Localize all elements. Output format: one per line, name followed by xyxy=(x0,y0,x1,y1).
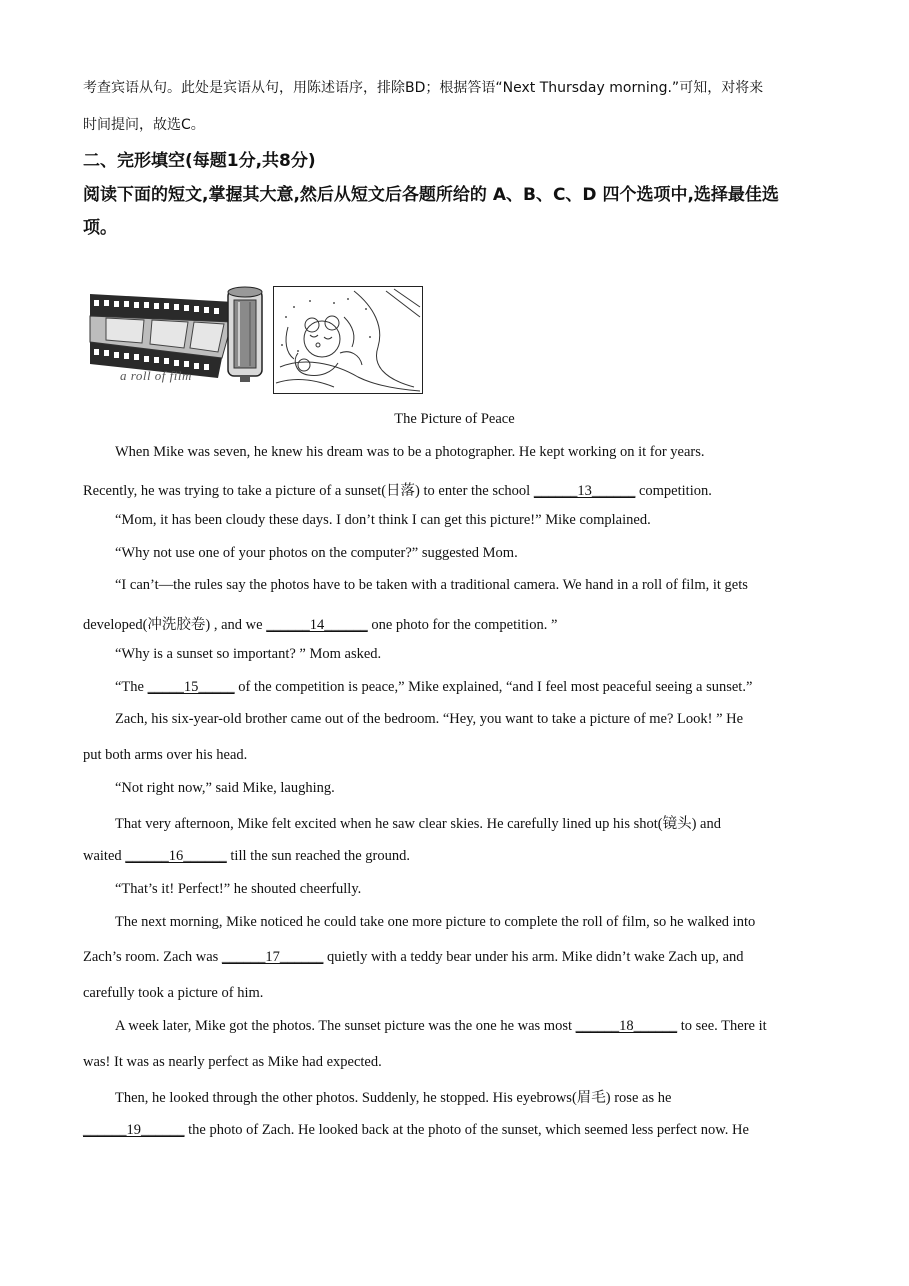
passage-text: “The xyxy=(115,679,148,695)
sleeping-child-sketch xyxy=(273,286,423,394)
blank-18: ______18______ xyxy=(575,1018,678,1034)
passage-line: When Mike was seven, he knew his dream was to be a photographer. He kept working on it for years. xyxy=(115,444,705,460)
passage-text: one photo for the competition. ” xyxy=(367,617,558,633)
film-caption: a roll of film xyxy=(120,368,192,383)
passage-line: “Not right now,” said Mike, laughing. xyxy=(115,780,335,796)
passage-line: That very afternoon, Mike felt excited when he saw clear skies. He carefully lined up his shot(镜头) and xyxy=(115,816,721,832)
passage-line: Zach, his six-year-old brother came out of the bedroom. “Hey, you want to take a picture of me? Look! ” He xyxy=(115,711,744,727)
blank-14: ______14______ xyxy=(266,617,368,633)
blank-19: ______19______ xyxy=(83,1122,185,1138)
section-instruction-line-2: 项。 xyxy=(83,218,117,238)
blank-16: ______16______ xyxy=(125,848,227,864)
passage-line: “Why is a sunset so important? ” Mom asked. xyxy=(115,646,382,662)
explanation-line-1: 考查宾语从句。此处是宾语从句，用陈述语序，排除BD；根据答语“Next Thursday morning.”可知，对将来 xyxy=(83,80,764,96)
passage-line: was! It was as nearly perfect as Mike had expected. xyxy=(83,1054,382,1070)
passage-line xyxy=(83,949,744,966)
film-roll-illustration xyxy=(84,280,270,392)
blank-17: ______17______ xyxy=(221,949,324,965)
passage-text: of the competition is peace,” Mike explained, “and I feel most peaceful seeing a sunset.” xyxy=(234,679,753,695)
blank-15: _____15_____ xyxy=(147,679,235,695)
passage-line xyxy=(115,1018,767,1035)
passage-line: The next morning, Mike noticed he could take one more picture to complete the roll of film, so he walked into xyxy=(115,914,756,930)
passage-line: “That’s it! Perfect!” he shouted cheerfully. xyxy=(115,881,362,897)
passage-text: the photo of Zach. He looked back at the photo of the sunset, which seemed less perfect now. He xyxy=(184,1122,749,1138)
passage-text: developed(冲洗胶卷) , and we xyxy=(83,617,267,633)
passage-text: till the sun reached the ground. xyxy=(226,848,410,864)
passage-line: “Mom, it has been cloudy these days. I don’t think I can get this picture!” Mike complained. xyxy=(115,512,651,528)
passage-text: to see. There it xyxy=(677,1018,767,1034)
passage-text: quietly with a teddy bear under his arm. Mike didn’t wake Zach up, and xyxy=(323,949,744,965)
section-heading: 二、完形填空(每题1分,共8分) xyxy=(83,151,316,171)
passage-line: Then, he looked through the other photos. Suddenly, he stopped. His eyebrows(眉毛) rose as he xyxy=(115,1090,672,1106)
passage-line xyxy=(83,613,557,634)
passage-line: “I can’t—the rules say the photos have to be taken with a traditional camera. We hand in a roll of film, it gets xyxy=(115,577,748,593)
passage-title: The Picture of Peace xyxy=(394,411,515,427)
passage-text: Recently, he was trying to take a picture of a sunset(日落) to enter the school xyxy=(83,483,534,499)
passage-line: carefully took a picture of him. xyxy=(83,985,264,1001)
section-instruction-line-1: 阅读下面的短文,掌握其大意,然后从短文后各题所给的 A、B、C、D 四个选项中,选择最佳选 xyxy=(83,185,779,205)
passage-line xyxy=(83,1122,749,1139)
explanation-line-2: 时间提问，故选C。 xyxy=(83,117,205,133)
passage-line xyxy=(115,679,752,696)
passage-line xyxy=(83,479,712,500)
blank-13: ______13______ xyxy=(533,483,636,499)
passage-line xyxy=(83,848,410,865)
passage-line: put both arms over his head. xyxy=(83,747,248,763)
passage-line: “Why not use one of your photos on the computer?” suggested Mom. xyxy=(115,545,518,561)
passage-text: competition. xyxy=(635,483,712,499)
passage-text: waited xyxy=(83,848,126,864)
passage-text: A week later, Mike got the photos. The sunset picture was the one he was most xyxy=(115,1018,576,1034)
passage-text: Zach’s room. Zach was xyxy=(83,949,222,965)
